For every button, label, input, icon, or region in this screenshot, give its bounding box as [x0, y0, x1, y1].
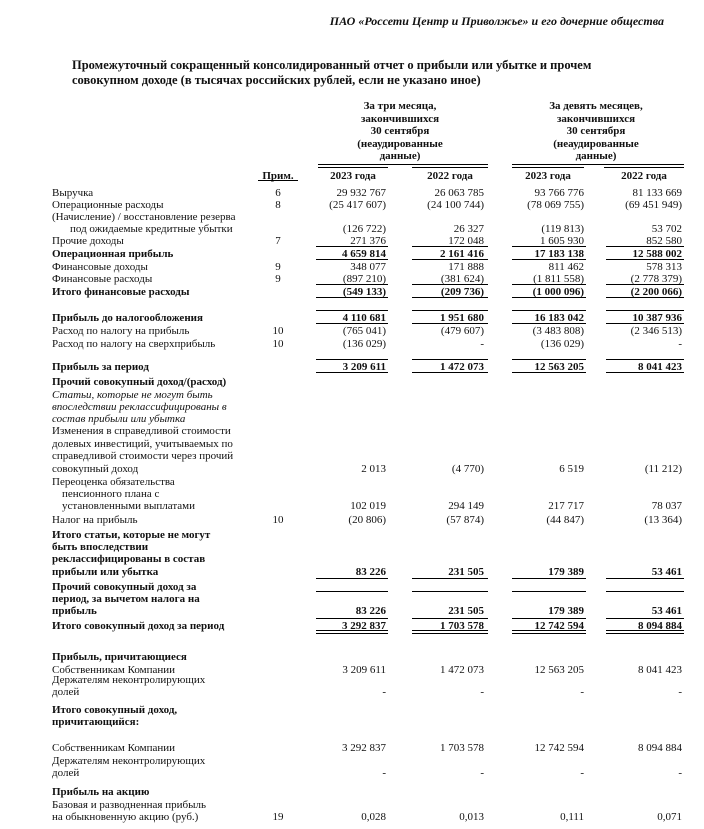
total-rule: [316, 630, 388, 631]
row-value: -: [678, 338, 682, 350]
row-label: Налог на прибыль: [52, 514, 138, 526]
total-rule: [512, 284, 586, 285]
row-value: -: [480, 338, 484, 350]
row-value: 3 209 611: [342, 664, 386, 676]
total-rule: [606, 372, 684, 373]
total-rule: [412, 633, 488, 634]
row-label: Прочий совокупный доход/(расход): [52, 376, 227, 388]
total-rule: [606, 359, 684, 360]
row-value: 852 580: [646, 235, 682, 247]
row-value: (2 778 379): [630, 273, 682, 285]
row-value: -: [480, 767, 484, 779]
row-value: 578 313: [646, 261, 682, 273]
group1-rule: [318, 164, 488, 165]
row-value: 12 742 594: [534, 742, 584, 754]
total-rule: [316, 633, 388, 634]
total-rule: [316, 591, 388, 592]
row-value: 1 951 680: [440, 312, 484, 324]
row-label: Прибыль до налогообложения: [52, 312, 203, 324]
row-note: 19: [272, 811, 284, 823]
table-row: [0, 223, 704, 235]
row-value: (25 417 607): [329, 199, 386, 211]
total-rule: [512, 259, 586, 260]
row-value: 83 226: [355, 605, 386, 617]
row-label: Прибыль за период: [52, 361, 149, 373]
row-value: 53 702: [651, 223, 682, 235]
row-value: (2 200 066): [630, 286, 682, 298]
total-rule: [316, 359, 388, 360]
table-row: [0, 199, 704, 211]
table-row: [0, 755, 704, 767]
total-rule: [606, 284, 684, 285]
row-label: Операционная прибыль: [52, 248, 174, 260]
row-value: 271 376: [350, 235, 386, 247]
row-value: 12 742 594: [534, 620, 584, 632]
row-value: (136 029): [540, 338, 584, 350]
row-value: (1 000 096): [532, 286, 584, 298]
row-value: 811 462: [548, 261, 584, 273]
row-value: 172 048: [448, 235, 484, 247]
total-rule: [316, 284, 388, 285]
total-rule: [412, 259, 488, 260]
row-label: Переоценка обязательства: [52, 476, 175, 488]
total-rule: [412, 578, 488, 579]
total-rule: [412, 297, 488, 298]
year-label: 2022 года: [604, 167, 684, 182]
total-rule: [412, 310, 488, 311]
row-label: Прибыль, причитающиеся: [52, 651, 187, 663]
row-value: 93 766 776: [534, 187, 584, 199]
row-value: -: [480, 686, 484, 698]
table-row: [0, 325, 704, 337]
row-label: прибыли или убытка: [52, 566, 159, 578]
total-rule: [606, 618, 684, 619]
row-label: впоследствии реклассифицированы в: [52, 401, 227, 413]
row-value: 12 563 205: [534, 664, 584, 676]
table-row: [0, 211, 704, 223]
row-label: Собственникам Компании: [52, 742, 176, 754]
row-value: -: [382, 686, 386, 698]
table-row: [0, 187, 704, 199]
row-label: Изменения в справедливой стоимости: [52, 425, 231, 437]
total-rule: [606, 323, 684, 324]
table-row: [0, 389, 704, 401]
row-note: 6: [275, 187, 281, 199]
row-value: 231 505: [448, 605, 484, 617]
row-value: (897 210): [342, 273, 386, 285]
company-header: ПАО «Россети Центр и Приволжье» и его дочерние общества: [329, 14, 664, 28]
row-value: -: [580, 686, 584, 698]
row-value: (3 483 808): [532, 325, 584, 337]
row-label: долевых инвестиций, учитываемых по: [52, 438, 233, 450]
table-row: [0, 438, 704, 450]
note-rule: [258, 180, 298, 181]
row-value: 8 041 423: [638, 361, 682, 373]
row-value: 4 659 814: [342, 248, 386, 260]
row-value: (136 029): [342, 338, 386, 350]
row-label: Финансовые расходы: [52, 273, 153, 285]
total-rule: [412, 591, 488, 592]
row-value: -: [678, 767, 682, 779]
row-value: 12 563 205: [534, 361, 584, 373]
total-rule: [606, 310, 684, 311]
row-label: Прочие доходы: [52, 235, 124, 247]
total-rule: [606, 578, 684, 579]
row-label: состав прибыли или убытка: [52, 413, 186, 425]
row-value: 179 389: [548, 605, 584, 617]
row-value: (4 770): [451, 463, 484, 475]
row-note: 8: [275, 199, 281, 211]
row-label: Держателям неконтролирующих: [52, 755, 206, 767]
row-label: долей: [52, 767, 80, 779]
row-label: пенсионного плана с: [62, 488, 160, 500]
table-row: [0, 553, 704, 565]
table-row: [0, 651, 704, 663]
table-row: [0, 786, 704, 798]
three-months-header: За три месяца, закончившихся 30 сентября (неаудированные данные): [357, 100, 443, 162]
table-row: [0, 488, 704, 500]
row-value: 8 094 884: [638, 620, 682, 632]
total-rule: [606, 591, 684, 592]
row-label: на обыкновенную акцию (руб.): [52, 811, 199, 823]
row-value: 10 387 936: [632, 312, 682, 324]
row-label: Итого совокупный доход,: [52, 704, 178, 716]
table-row: [0, 799, 704, 811]
note-header: Прим.: [262, 170, 294, 182]
row-value: (24 100 744): [427, 199, 484, 211]
table-row: [0, 376, 704, 388]
row-label: Расход по налогу на сверхприбыль: [52, 338, 216, 350]
row-value: 179 389: [548, 566, 584, 578]
row-label: Итого статьи, которые не могут: [52, 529, 211, 541]
row-value: (57 874): [446, 514, 484, 526]
table-row: [0, 686, 704, 698]
table-row: [0, 514, 704, 526]
row-label: установленными выплатами: [62, 500, 196, 512]
row-value: (1 811 558): [533, 273, 584, 285]
row-label: под ожидаемые кредитные убытки: [70, 223, 233, 235]
row-value: (209 736): [440, 286, 484, 298]
row-label: Расход по налогу на прибыль: [52, 325, 190, 337]
total-rule: [512, 297, 586, 298]
row-value: 8 094 884: [638, 742, 682, 754]
year-label: 2023 года: [318, 167, 388, 182]
total-rule: [512, 323, 586, 324]
row-value: 26 327: [453, 223, 484, 235]
row-label: прибыль: [52, 605, 97, 617]
row-value: -: [580, 767, 584, 779]
total-rule: [412, 630, 488, 631]
table-row: [0, 425, 704, 437]
row-value: 1 472 073: [440, 361, 484, 373]
row-note: 9: [275, 261, 281, 273]
total-rule: [606, 630, 684, 631]
row-note: 10: [272, 325, 284, 337]
total-rule: [606, 633, 684, 634]
total-rule: [316, 297, 388, 298]
table-row: [0, 401, 704, 413]
row-value: (44 847): [546, 514, 584, 526]
row-value: 12 588 002: [632, 248, 682, 260]
row-value: 1 703 578: [440, 742, 484, 754]
total-rule: [412, 372, 488, 373]
row-value: 0,111: [560, 811, 584, 823]
table-row: [0, 541, 704, 553]
row-label: Итого финансовые расходы: [52, 286, 190, 298]
table-row: [0, 338, 704, 350]
row-label: Статьи, которые не могут быть: [52, 389, 213, 401]
row-value: 2 161 416: [440, 248, 484, 260]
total-rule: [512, 578, 586, 579]
row-value: 53 461: [651, 605, 682, 617]
total-rule: [316, 323, 388, 324]
row-value: 2 013: [361, 463, 386, 475]
row-label: Выручка: [52, 187, 94, 199]
table-row: [0, 476, 704, 488]
row-value: 3 292 837: [342, 620, 386, 632]
row-value: (2 346 513): [630, 325, 682, 337]
row-value: 348 077: [350, 261, 386, 273]
row-value: (78 069 755): [527, 199, 584, 211]
row-label: долей: [52, 686, 80, 698]
total-rule: [412, 323, 488, 324]
row-value: 1 605 930: [540, 235, 584, 247]
statement-title: Промежуточный сокращенный консолидированный отчет о прибыли или убытке и прочем совокупном доходе (в тысячах российских рублей, если не указано иное): [72, 58, 592, 87]
row-value: 26 063 785: [434, 187, 484, 199]
row-label: совокупный доход: [52, 463, 139, 475]
group2-rule: [512, 164, 684, 165]
row-value: 1 703 578: [440, 620, 484, 632]
total-rule: [316, 372, 388, 373]
row-value: (119 813): [541, 223, 584, 235]
row-label: Прибыль на акцию: [52, 786, 150, 798]
row-label: Финансовые доходы: [52, 261, 148, 273]
row-note: 9: [275, 273, 281, 285]
table-row: [0, 716, 704, 728]
row-label: Собственникам Компании: [52, 664, 176, 676]
row-value: 78 037: [651, 500, 682, 512]
row-value: 102 019: [350, 500, 386, 512]
total-rule: [512, 359, 586, 360]
row-value: (381 624): [440, 273, 484, 285]
table-row: [0, 593, 704, 605]
row-value: 29 932 767: [336, 187, 386, 199]
row-label: Держателям неконтролирующих: [52, 674, 206, 686]
row-label: быть впоследствии: [52, 541, 149, 553]
row-value: 81 133 669: [632, 187, 682, 199]
row-value: (20 806): [348, 514, 386, 526]
total-rule: [316, 246, 388, 247]
table-row: [0, 529, 704, 541]
total-rule: [412, 359, 488, 360]
row-value: 1 472 073: [440, 664, 484, 676]
total-rule: [606, 297, 684, 298]
total-rule: [512, 633, 586, 634]
row-label: Прочий совокупный доход за: [52, 581, 197, 593]
row-value: 171 888: [448, 261, 484, 273]
row-label: период, за вычетом налога на: [52, 593, 200, 605]
row-value: (549 133): [342, 286, 386, 298]
row-value: 0,013: [459, 811, 484, 823]
row-value: -: [382, 767, 386, 779]
total-rule: [316, 578, 388, 579]
row-value: (69 451 949): [625, 199, 682, 211]
table-row: [0, 605, 704, 617]
row-label: (Начисление) / восстановление резерва: [52, 211, 236, 223]
year-label: 2022 года: [412, 167, 488, 182]
table-row: [0, 450, 704, 462]
row-value: 0,028: [361, 811, 386, 823]
row-note: 7: [275, 235, 281, 247]
row-value: 6 519: [559, 463, 584, 475]
table-row: [0, 500, 704, 512]
row-value: 0,071: [657, 811, 682, 823]
total-rule: [316, 310, 388, 311]
row-value: (13 364): [644, 514, 682, 526]
total-rule: [412, 284, 488, 285]
row-value: 8 041 423: [638, 664, 682, 676]
total-rule: [606, 259, 684, 260]
total-rule: [512, 372, 586, 373]
row-value: 16 183 042: [534, 312, 584, 324]
table-row: [0, 413, 704, 425]
table-row: [0, 704, 704, 716]
total-rule: [512, 310, 586, 311]
row-label: реклассифицированы в состав: [52, 553, 206, 565]
row-value: 83 226: [355, 566, 386, 578]
total-rule: [412, 618, 488, 619]
total-rule: [606, 246, 684, 247]
total-rule: [512, 246, 586, 247]
table-row: [0, 463, 704, 475]
table-row: [0, 566, 704, 578]
row-value: 4 110 681: [342, 312, 386, 324]
row-value: 53 461: [651, 566, 682, 578]
table-row: [0, 261, 704, 273]
total-rule: [316, 259, 388, 260]
nine-months-header: За девять месяцев, закончившихся 30 сентября (неаудированные данные): [549, 100, 643, 162]
row-value: 217 717: [548, 500, 584, 512]
table-row: [0, 674, 704, 686]
row-value: (126 722): [342, 223, 386, 235]
row-label: справедливой стоимости через прочий: [52, 450, 234, 462]
total-rule: [316, 618, 388, 619]
row-value: 3 292 837: [342, 742, 386, 754]
row-label: причитающийся:: [52, 716, 140, 728]
row-value: 3 209 611: [342, 361, 386, 373]
table-row: [0, 742, 704, 754]
row-value: 294 149: [448, 500, 484, 512]
row-note: 10: [272, 338, 284, 350]
row-label: Итого совокупный доход за период: [52, 620, 225, 632]
year-label: 2023 года: [512, 167, 584, 182]
row-label: Базовая и разводненная прибыль: [52, 799, 206, 811]
row-value: (11 212): [644, 463, 682, 475]
table-row: [0, 811, 704, 823]
total-rule: [512, 630, 586, 631]
total-rule: [412, 246, 488, 247]
table-row: [0, 767, 704, 779]
row-value: -: [678, 686, 682, 698]
row-label: Операционные расходы: [52, 199, 164, 211]
row-value: 231 505: [448, 566, 484, 578]
total-rule: [512, 618, 586, 619]
row-value: (479 607): [440, 325, 484, 337]
row-value: (765 041): [342, 325, 386, 337]
row-value: 17 183 138: [534, 248, 584, 260]
total-rule: [512, 591, 586, 592]
row-note: 10: [272, 514, 284, 526]
